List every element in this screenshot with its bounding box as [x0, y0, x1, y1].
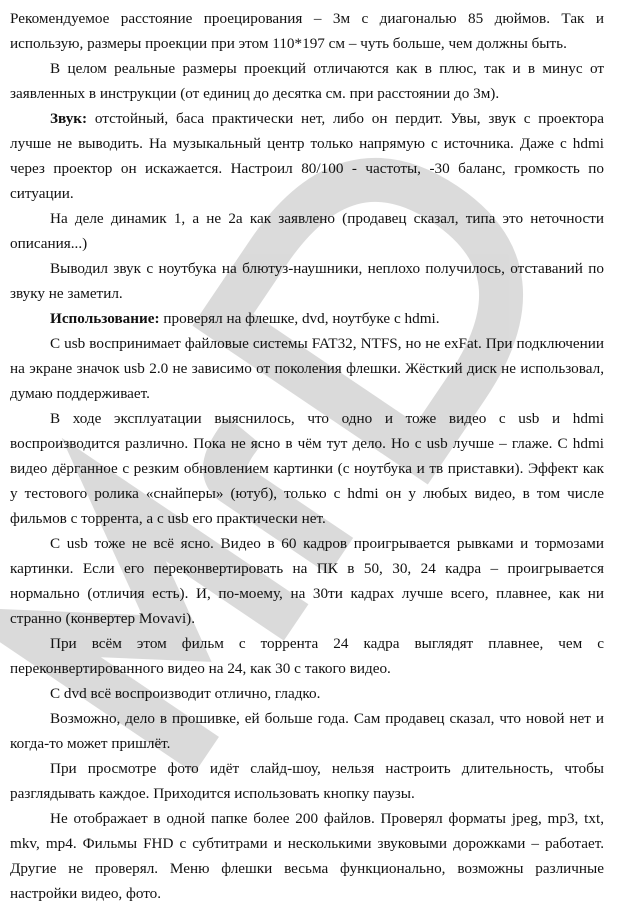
- paragraph-projection-distance: Рекомендуемое расстояние проецирования – 3м с диагональю 85 дюймов. Так и использую, размеры проекции при этом 110*197 см – чуть больше, чем должны быть.: [10, 10, 604, 52]
- section-label-sound: Звук:: [50, 110, 88, 127]
- paragraph-frame-rates: С usb тоже не всё ясно. Видео в 60 кадров проигрывается рывками и тормозами картинки. Если его переконвертировать на ПК в 50, 30, 24 кадра – проигрывается нормально (отличия есть). И, по-моему, на 30ти кадрах лучше всего, плавнее, как ни странно (конвертер Movavi).: [10, 535, 604, 627]
- section-label-usage: Использование:: [50, 310, 160, 327]
- document-body: [10, 6, 604, 906]
- paragraph-dvd: С dvd всё воспроизводит отлично, гладко.: [50, 685, 321, 702]
- paragraph-torrent: При всём этом фильм с торрента 24 кадра выглядят плавнее, чем с переконвертированного видео на 24, как 30 с такого видео.: [10, 635, 604, 677]
- paragraph-bluetooth: Выводил звук с ноутбука на блютуз-наушники, неплохо получилось, отставаний по звуку не заметил.: [10, 260, 604, 302]
- paragraph-usb-vs-hdmi: В ходе эксплуатации выяснилось, что одно и тоже видео с usb и hdmi воспроизводится различно. Пока не ясно в чём тут дело. Но с usb лучше – глаже. С hdmi видео дёрганное с резким обновлением картинки (с ноутбука и тв приставки). Эффект как у тестового ролика «снайперы» (ютуб), только с hdmi он у любых видео, в том числе фильмов с торрента, а с usb его практически нет.: [10, 410, 604, 527]
- paragraph-sound: Звук: отстойный, баса практически нет, либо он пердит. Увы, звук с проектора лучше не выводить. На музыкальный центр только напрямую с источника. Даже с hdmi через проектор он искажается. Настроил 80/100 - частоты, -30 баланс, громкость по ситуации.: [10, 110, 604, 202]
- paragraph-usb-filesystems: С usb воспринимает файловые системы FAT32, NTFS, но не exFat. При подключении на экране значок usb 2.0 не зависимо от поколения флешки. Жёсткий диск не использовал, думаю поддерживает.: [10, 335, 604, 402]
- paragraph-real-sizes: В целом реальные размеры проекций отличаются как в плюс, так и в минус от заявленных в инструкции (от единиц до десятка см. при расстоянии до 3м).: [10, 60, 604, 102]
- paragraph-file-formats: Не отображает в одной папке более 200 файлов. Проверял форматы jpeg, mp3, txt, mkv, mp4. Фильмы FHD с субтитрами и несколькими звуковыми дорожками – работает. Другие не проверял. Меню флешки весьма функционально, возможны различные настройки видео, фото.: [10, 810, 604, 902]
- paragraph-firmware: Возможно, дело в прошивке, ей больше года. Сам продавец сказал, что новой нет и когда-то может пришлёт.: [10, 710, 604, 752]
- paragraph-photo-slideshow: При просмотре фото идёт слайд-шоу, нельзя настроить длительность, чтобы разглядывать каждое. Приходится использовать кнопку паузы.: [10, 760, 604, 802]
- paragraph-usage: Использование: проверял на флешке, dvd, ноутбуке с hdmi.: [50, 310, 440, 327]
- paragraph-speaker: На деле динамик 1, а не 2а как заявлено (продавец сказал, типа это неточности описания...): [10, 210, 604, 252]
